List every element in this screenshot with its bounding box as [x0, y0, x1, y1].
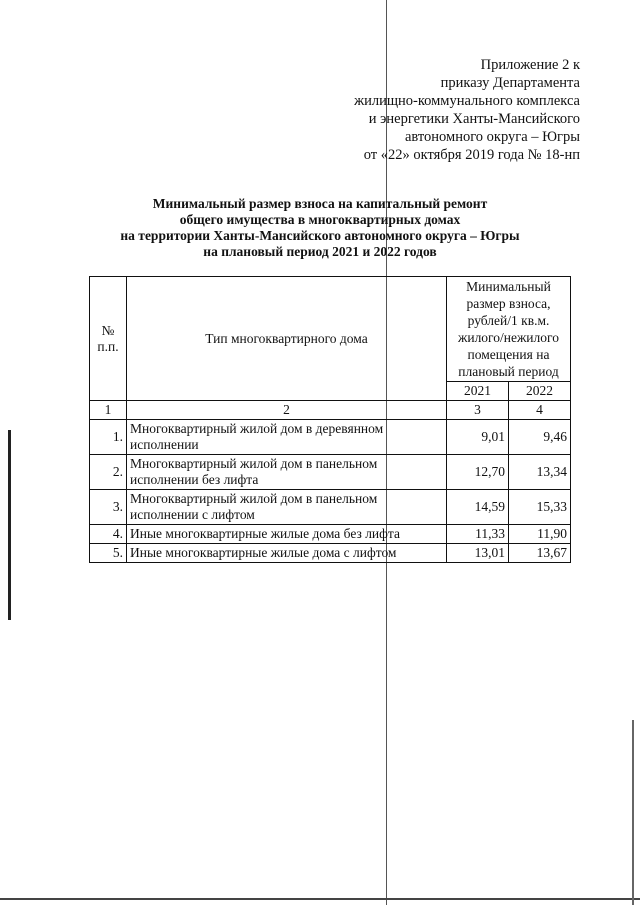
row-num: 5. — [90, 544, 127, 563]
approval-line: и энергетики Ханты-Мансийского — [368, 111, 580, 127]
approval-line: автономного округа – Югры — [404, 129, 580, 145]
title-line: на плановый период 2021 и 2022 годов — [203, 244, 437, 259]
header-type: Тип многоквартирного дома — [127, 277, 447, 401]
column-index: 1 — [90, 401, 127, 420]
row-value-2022: 9,46 — [509, 420, 571, 455]
row-type: Иные многоквартирные жилые дома без лифта — [127, 525, 447, 544]
fees-table — [89, 276, 571, 563]
title-line: на территории Ханты-Мансийского автономного округа – Югры — [120, 228, 520, 243]
row-value-2022: 11,90 — [509, 525, 571, 544]
approval-line: приказу Департамента — [440, 75, 580, 91]
header-num: № п.п. — [90, 277, 127, 401]
row-type: Многоквартирный жилой дом в деревянном исполнении — [127, 420, 447, 455]
row-value-2021: 13,01 — [447, 544, 509, 563]
title-line: Минимальный размер взноса на капитальный ремонт — [152, 196, 488, 211]
header-year-2022: 2022 — [509, 382, 571, 401]
approval-line: от «22» октября 2019 года № 18-нп — [363, 147, 580, 163]
row-value-2022: 13,34 — [509, 455, 571, 490]
row-value-2021: 11,33 — [447, 525, 509, 544]
table-row — [90, 490, 571, 525]
table-header-row — [90, 277, 571, 382]
title-line: общего имущества в многоквартирных домах — [179, 212, 461, 227]
row-value-2021: 9,01 — [447, 420, 509, 455]
row-value-2022: 13,67 — [509, 544, 571, 563]
table-row — [90, 420, 571, 455]
column-index: 2 — [127, 401, 447, 420]
row-type: Многоквартирный жилой дом в панельном исполнении с лифтом — [127, 490, 447, 525]
column-index: 3 — [447, 401, 509, 420]
header-year-2021: 2021 — [447, 382, 509, 401]
table-row — [90, 544, 571, 563]
row-value-2021: 14,59 — [447, 490, 509, 525]
row-num: 4. — [90, 525, 127, 544]
approval-block — [354, 56, 580, 164]
approval-line: Приложение 2 к — [480, 57, 580, 73]
row-num: 1. — [90, 420, 127, 455]
table-row — [90, 455, 571, 490]
approval-line: жилищно-коммунального комплекса — [354, 93, 580, 109]
row-value-2022: 15,33 — [509, 490, 571, 525]
column-index-row — [90, 401, 571, 420]
row-num: 2. — [90, 455, 127, 490]
document-title — [60, 196, 580, 260]
scan-artifact-bottom-line — [0, 898, 640, 900]
table-row — [90, 525, 571, 544]
header-rate: Минимальный размер взноса, рублей/1 кв.м. жилого/нежилого помещения на плановый период — [447, 277, 571, 382]
column-index: 4 — [509, 401, 571, 420]
scan-artifact-right-edge — [632, 720, 634, 905]
row-value-2021: 12,70 — [447, 455, 509, 490]
row-num: 3. — [90, 490, 127, 525]
row-type: Иные многоквартирные жилые дома с лифтом — [127, 544, 447, 563]
scan-artifact-left-bar — [8, 430, 11, 620]
row-type: Многоквартирный жилой дом в панельном исполнении без лифта — [127, 455, 447, 490]
